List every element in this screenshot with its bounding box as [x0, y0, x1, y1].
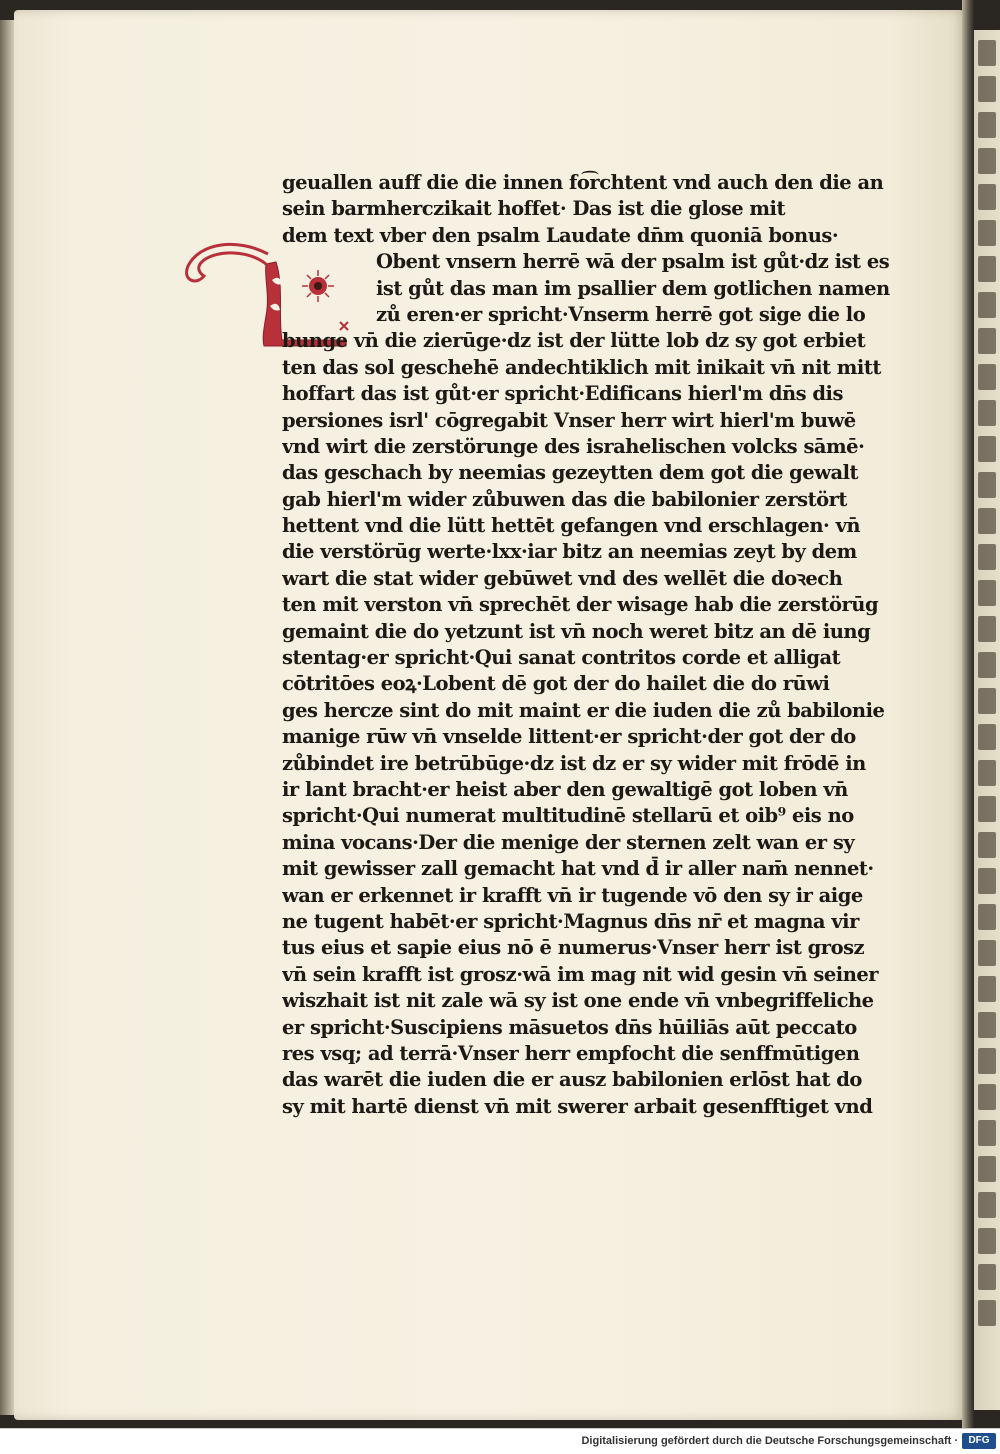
text-line: sein barmherczikait hoffet· Das ist die glose mit — [282, 197, 785, 221]
adjacent-page-text-fragment — [978, 472, 996, 498]
adjacent-page-text-fragment — [978, 364, 996, 390]
adjacent-page-text-fragment — [978, 904, 996, 930]
text-line: ten das sol geschehē andechtiklich mit inikait vn̄ nit mitt — [282, 355, 881, 379]
text-line: die verstörūg werte·lxx·iar bitz an neemias zeyt by dem — [282, 540, 857, 564]
text-line: Obent vnsern herrē wā der psalm ist gůt·dz ist es — [376, 250, 890, 274]
adjacent-page-text-fragment — [978, 580, 996, 606]
adjacent-page-text-fragment — [978, 1192, 996, 1218]
adjacent-page-text-fragment — [978, 616, 996, 642]
text-line: ges hercze sint do mit maint er die iuden die zů babilonie — [282, 698, 885, 722]
footer-bar — [0, 1428, 1000, 1454]
adjacent-page-text-fragment — [978, 40, 996, 66]
text-line: gemaint die do yetzunt ist vn̄ noch weret bitz an dē iung — [282, 619, 871, 643]
adjacent-page-text-fragment — [978, 832, 996, 858]
adjacent-page-edge — [974, 30, 1000, 1410]
text-line: ne tugent habēt·er spricht·Magnus dn̄s nr̄ et magna vir — [282, 909, 859, 933]
adjacent-page-text-fragment — [978, 328, 996, 354]
adjacent-page-text-fragment — [978, 688, 996, 714]
text-line: vn̄ sein krafft ist grosz·wā im mag nit wid gesin vn̄ seiner — [282, 962, 879, 986]
text-line: das warēt die iuden die er ausz babilonien erlōst hat do — [282, 1068, 862, 1092]
adjacent-page-text-fragment — [978, 724, 996, 750]
text-line: er spricht·Suscipiens māsuetos dn̄s hūiliās aūt peccato — [282, 1015, 857, 1039]
dfg-logo: DFG — [962, 1433, 996, 1449]
footer-credit: Digitalisierung gefördert durch die Deutsche Forschungsgemeinschaft · — [581, 1435, 958, 1447]
text-line: ir lant bracht·er heist aber den gewaltigē got loben vn̄ — [282, 777, 848, 801]
adjacent-page-text-fragment — [978, 1156, 996, 1182]
text-line: zů eren·er spricht·Vnserm herrē got sige die lo — [376, 302, 866, 326]
text-line: wart die stat wider gebūwet vnd des wellēt die doꝛech — [282, 566, 843, 590]
text-line: cōtritōes eoꝝ·Lobent dē got der do hailet die do rūwi — [282, 672, 830, 696]
adjacent-page-text-fragment — [978, 220, 996, 246]
text-line: bunge vn̄ die zierūge·dz ist der lütte lob dz sy got erbiet — [282, 329, 866, 353]
adjacent-page-text-fragment — [978, 1084, 996, 1110]
adjacent-page-text-fragment — [978, 1264, 996, 1290]
adjacent-page-text-fragment — [978, 148, 996, 174]
adjacent-page-text-fragment — [978, 76, 996, 102]
adjacent-page-text-fragment — [978, 1228, 996, 1254]
adjacent-page-text-fragment — [978, 112, 996, 138]
text-line: ten mit verston vn̄ sprechēt der wisage hab die zerstörūg — [282, 593, 879, 617]
adjacent-page-text-fragment — [978, 256, 996, 282]
text-line: zůbindet ire betrūbūge·dz ist dz er sy wider mit frōdē in — [282, 751, 866, 775]
adjacent-page-text-fragment — [978, 796, 996, 822]
text-line: tus eius et sapie eius nō ē numerus·Vnser herr ist grosz — [282, 936, 865, 960]
text-line: manige rūw vn̄ vnselde littent·er spricht·der got der do — [282, 725, 856, 749]
adjacent-page-text-fragment — [978, 544, 996, 570]
text-line: wiszhait ist nit zale wā sy ist one ende vn̄ vnbegriffeliche — [282, 989, 874, 1013]
text-line: das geschach by neemias gezeytten dem got die gewalt — [282, 461, 859, 485]
adjacent-page-text-fragment — [978, 940, 996, 966]
text-line: vnd wirt die zerstörunge des israhelischen volcks sāmē· — [282, 434, 865, 458]
adjacent-page-text-fragment — [978, 760, 996, 786]
adjacent-page-text-fragment — [978, 436, 996, 462]
adjacent-page-text-fragment — [978, 400, 996, 426]
adjacent-page-text-fragment — [978, 1300, 996, 1326]
adjacent-page-text-fragment — [978, 1120, 996, 1146]
text-line: dem text vber den psalm Laudate dn̄m quoniā bonus· — [282, 223, 839, 247]
text-block — [282, 170, 902, 1120]
adjacent-page-text-fragment — [978, 652, 996, 678]
text-line: spricht·Qui numerat multitudinē stellarū et oib⁹ eis no — [282, 804, 854, 828]
text-line: mina vocans·Der die menige der sternen zelt wan er sy — [282, 830, 855, 854]
text-line: mit gewisser zall gemacht hat vnd d̄ ir aller nam̄ nennet· — [282, 857, 874, 881]
adjacent-page-text-fragment — [978, 292, 996, 318]
text-line: geuallen auff die die innen fo͡rchtent vnd auch den die an — [282, 171, 884, 194]
text-line: res vsq; ad terrā·Vnser herr empfocht die senffmūtigen — [282, 1041, 860, 1065]
adjacent-page-text-fragment — [978, 1048, 996, 1074]
adjacent-page-text-fragment — [978, 508, 996, 534]
text-line: hettent vnd die lütt hettēt gefangen vnd erschlagen· vn̄ — [282, 514, 861, 538]
text-line: wan er erkennet ir krafft vn̄ ir tugende vō den sy ir aige — [282, 883, 863, 907]
text-line: hoffart das ist gůt·er spricht·Edificans hierl'm dn̄s dis — [282, 382, 843, 406]
adjacent-page-text-fragment — [978, 976, 996, 1002]
text-line: stentag·er spricht·Qui sanat contritos corde et alligat — [282, 646, 841, 670]
text-line: persiones isrl' cōgregabit Vnser herr wirt hierl'm buwē — [282, 408, 856, 432]
book-gutter — [962, 0, 974, 1428]
adjacent-page-text-fragment — [978, 1012, 996, 1038]
text-line: sy mit hartē dienst vn̄ mit swerer arbait gesenfftiget vnd — [282, 1094, 873, 1118]
text-line: gab hierl'm wider zůbuwen das die babilonier zerstört — [282, 487, 847, 511]
adjacent-page-text-fragment — [978, 868, 996, 894]
text-line: ist gůt das man im psallier dem gotlichen namen — [376, 276, 890, 300]
adjacent-page-text-fragment — [978, 184, 996, 210]
